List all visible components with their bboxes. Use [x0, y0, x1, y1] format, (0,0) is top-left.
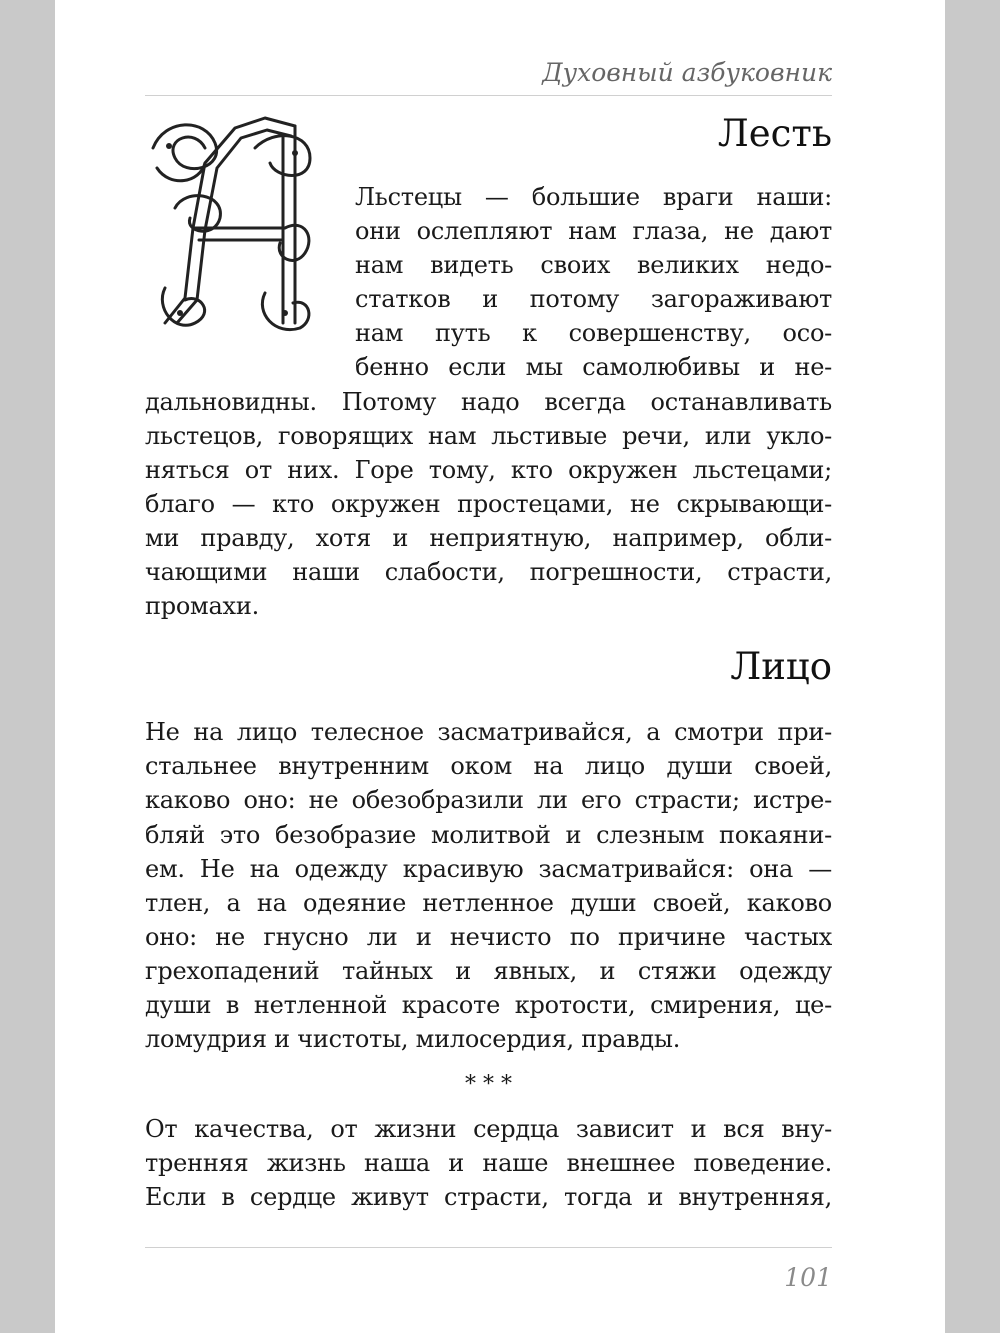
heading-litso: Лицо: [730, 645, 832, 689]
book-page: [55, 0, 945, 1333]
text-line: Льстецы — большие враги наши:: [355, 183, 832, 211]
text-line: нам путь к совершенству, осо-: [355, 319, 832, 348]
running-head: Духовный азбуковник: [542, 58, 832, 87]
text-line: ломудрия и чистоты, милосердия, правды.: [145, 1025, 681, 1054]
paragraph-heart: [145, 1112, 832, 1214]
text-line: грехопадений тайных и явных, и стяжи одежду: [145, 956, 832, 985]
page-number: 101: [784, 1263, 832, 1292]
text-line: души в нетленной красоте кротости, смирения, це-: [145, 990, 832, 1019]
text-line: благо — кто окружен простецами, не скрывающи-: [145, 489, 832, 518]
text-column: [145, 108, 832, 1214]
text-line: чающими наши слабости, погрешности, страсти,: [145, 558, 832, 587]
text-line: промахи.: [145, 592, 259, 621]
text-line: Если в сердце живут страсти, тогда и внутренняя,: [145, 1183, 832, 1212]
text-line: статков и потому загораживают: [355, 285, 832, 314]
footer-rule: [145, 1247, 832, 1248]
text-line: нам видеть своих великих недо-: [355, 251, 832, 280]
text-line: Не на лицо телесное засматривайся, а смотри при-: [145, 718, 832, 747]
ornamental-dropcap-icon: [145, 108, 320, 343]
text-line: льстецов, говорящих нам льстивые речи, или укло-: [145, 421, 832, 450]
text-line: ми правду, хотя и неприятную, например, обли-: [145, 523, 832, 552]
text-line: няться от них. Горе тому, кто окружен льстецами;: [145, 455, 832, 484]
text-line: тренняя жизнь наша и наше внешнее поведение.: [145, 1149, 832, 1178]
text-line: бляй это безобразие молитвой и слезным покаяни-: [145, 820, 832, 849]
paragraph-litso: [145, 715, 832, 1056]
text-line: ем. Не на одежду красивую засматривайся: она —: [145, 854, 832, 883]
text-line: стальнее внутренним оком на лицо души своей,: [145, 752, 832, 781]
text-line: каково оно: не обезобразили ли его страсти; истре-: [145, 786, 832, 815]
heading-lest: Лесть: [717, 112, 832, 155]
text-line: бенно если мы самолюбивы и не-: [355, 353, 832, 382]
header-rule: [145, 95, 832, 96]
section-litso: [145, 641, 832, 1214]
section-lest: [145, 108, 832, 623]
text-line: От качества, от жизни сердца зависит и вся вну-: [145, 1115, 832, 1144]
text-line: оно: не гнусно ли и нечисто по причине частых: [145, 922, 832, 951]
text-line: они ослепляют нам глаза, не дают: [355, 217, 832, 246]
text-line: дальновидны. Потому надо всегда останавливать: [145, 387, 832, 416]
text-line: тлен, а на одеяние нетленное души своей, каково: [145, 888, 832, 917]
section-separator: * * *: [465, 1072, 512, 1098]
